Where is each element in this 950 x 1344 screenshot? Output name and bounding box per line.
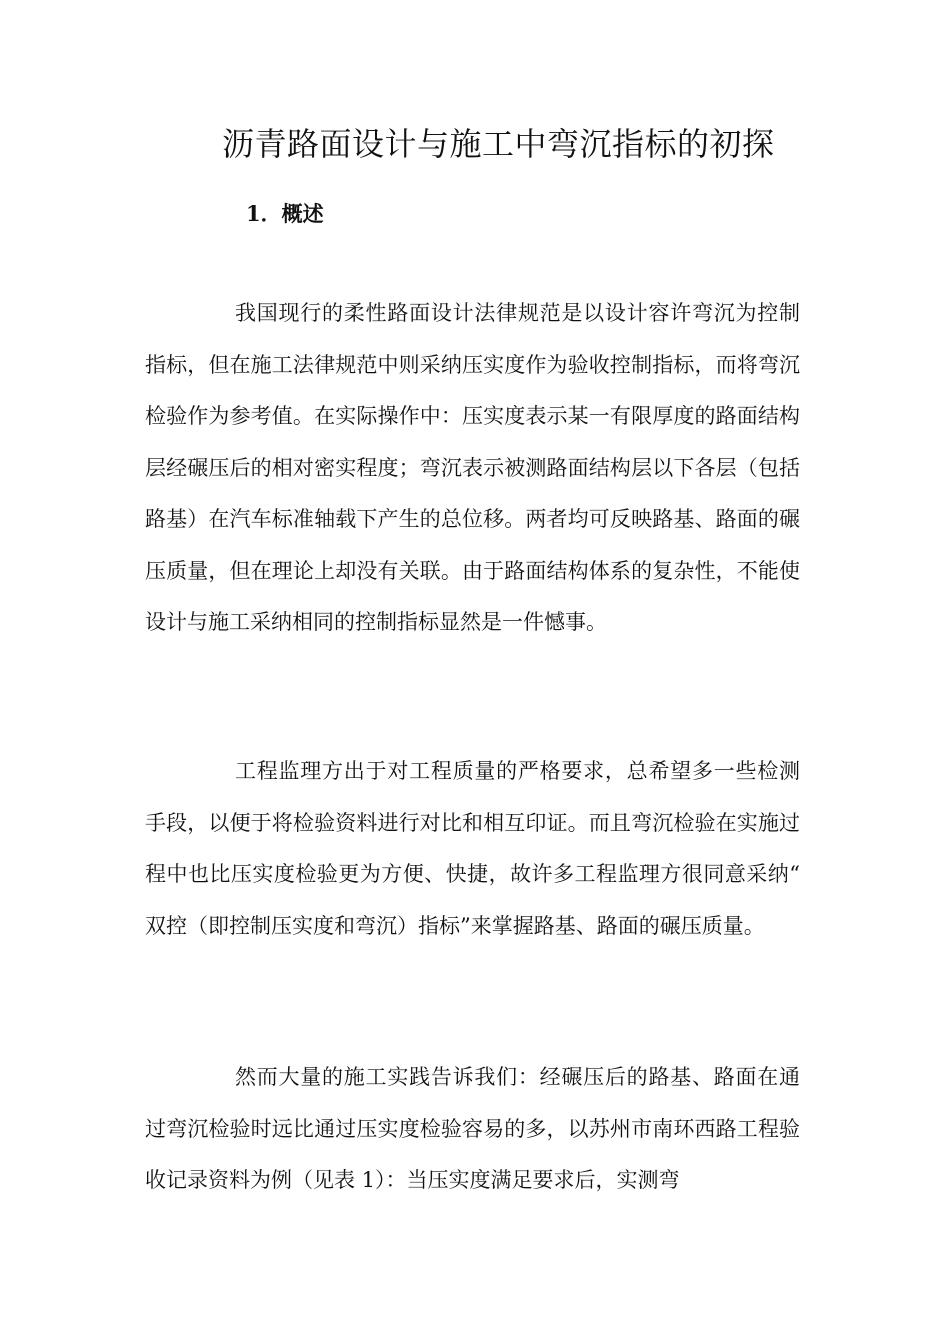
section-heading-overview: 1．概述 xyxy=(246,201,324,226)
document-title: 沥青路面设计与施工中弯沉指标的初探 xyxy=(222,125,775,163)
body-paragraph: 然而大量的施工实践告诉我们：经碾压后的路基、路面在通过弯沉检验时远比通过压实度检验容易的多，以苏州市南环西路工程验收记录资料为例（见表 1）：当压实度满足要求后，实测弯 xyxy=(145,1065,800,1192)
body-paragraph: 工程监理方出于对工程质量的严格要求，总希望多一些检测手段，以便于将检验资料进行对比和相互印证。而且弯沉检验在实施过程中也比压实度检验更为方便、快捷，故许多工程监理方很同意采纳“双控（即控制压实度和弯沉）指标”来掌握路基、路面的碾压质量。 xyxy=(145,759,800,938)
body-paragraph: 我国现行的柔性路面设计法律规范是以设计容许弯沉为控制指标，但在施工法律规范中则采纳压实度作为验收控制指标，而将弯沉检验作为参考值。在实际操作中：压实度表示某一有限厚度的路面结构层经碾压后的相对密实程度；弯沉表示被测路面结构层以下各层（包括路基）在汽车标准轴载下产生的总位移。两者均可反映路基、路面的碾压质量，但在理论上却没有关联。由于路面结构体系的复杂性，不能使设计与施工采纳相同的控制指标显然是一件憾事。 xyxy=(145,301,800,634)
